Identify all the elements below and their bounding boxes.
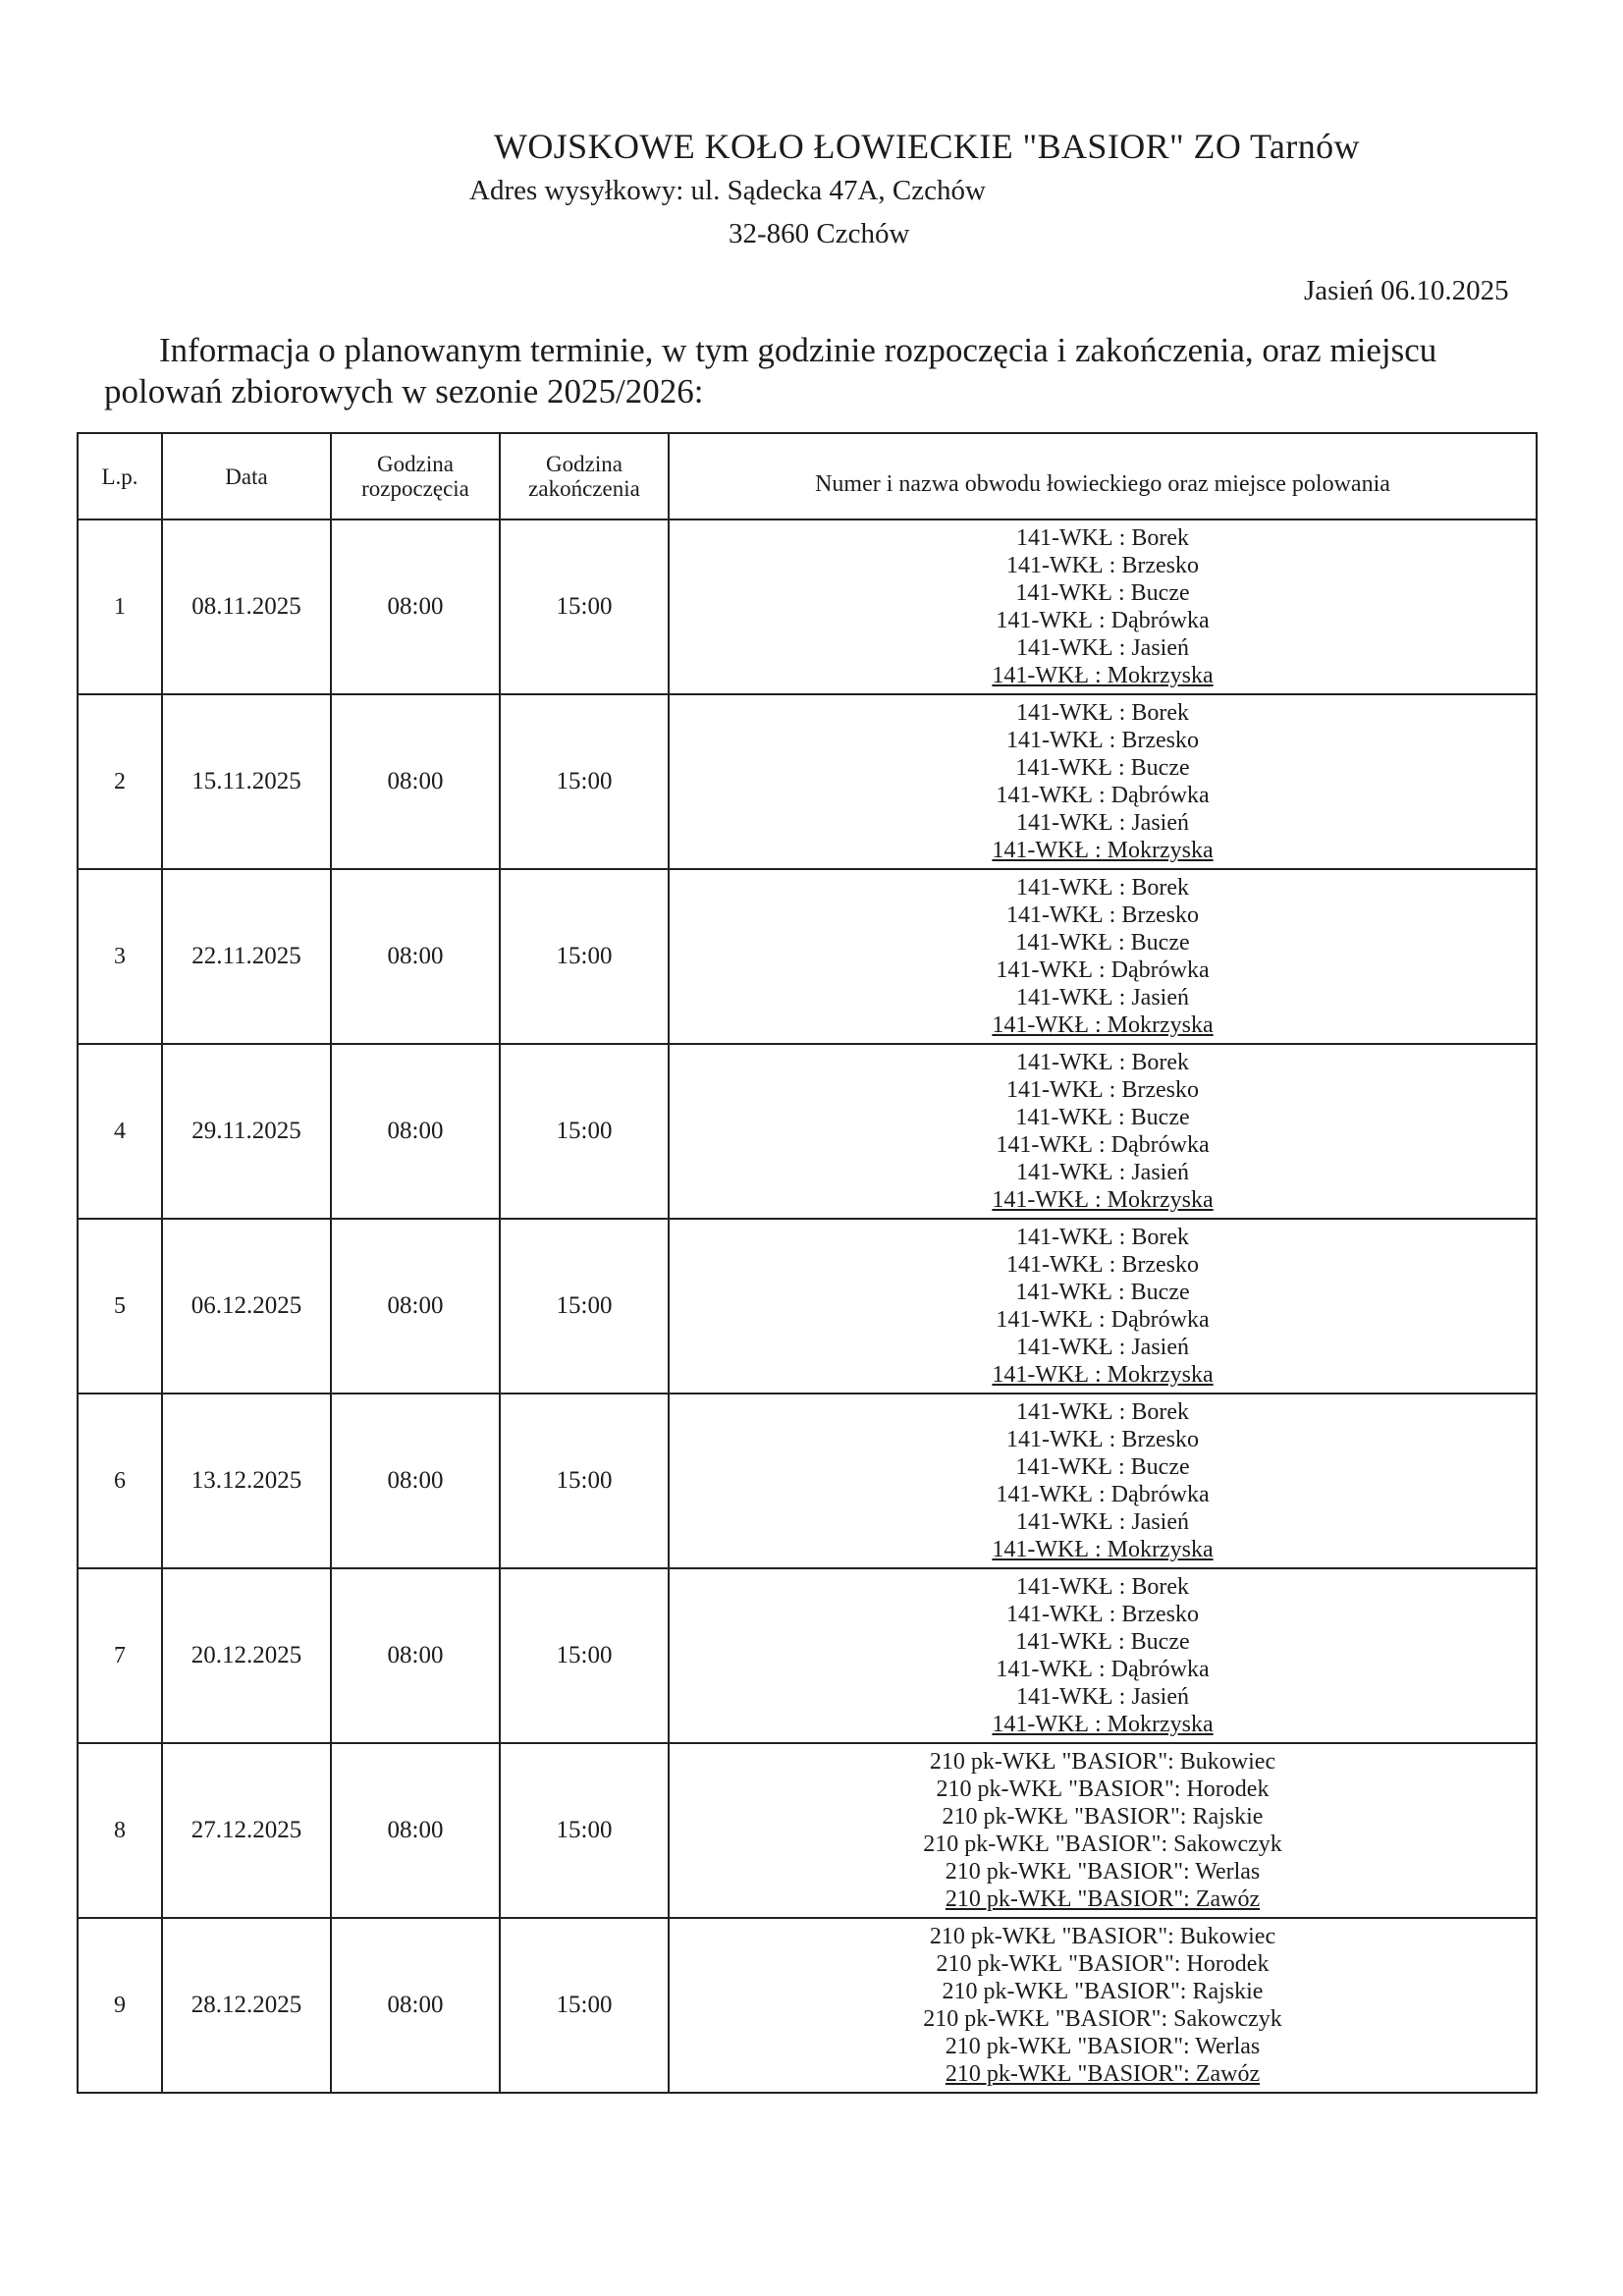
hunting-area-item: 141-WKŁ : Dąbrówka <box>996 1482 1210 1507</box>
hunting-area-item: 141-WKŁ : Dąbrówka <box>996 1132 1210 1158</box>
row-end-time: 15:00 <box>500 519 669 694</box>
hunting-area-item: 141-WKŁ : Dąbrówka <box>996 1307 1210 1333</box>
hunting-area-item: 141-WKŁ : Brzesko <box>1006 1427 1199 1452</box>
hunting-area-item: 141-WKŁ : Borek <box>1016 1050 1189 1075</box>
row-date: 15.11.2025 <box>162 694 331 869</box>
hunting-area-item: 210 pk-WKŁ "BASIOR": Werlas <box>945 1859 1261 1885</box>
hunting-area-item: 141-WKŁ : Borek <box>1016 700 1189 726</box>
hunting-area-item: 210 pk-WKŁ "BASIOR": Bukowiec <box>929 1924 1276 1949</box>
table-row <box>78 1044 1537 1219</box>
table-body <box>78 519 1537 2093</box>
hunting-area-item: 141-WKŁ : Dąbrówka <box>996 957 1210 983</box>
row-lp: 1 <box>78 519 162 694</box>
mailing-address: Adres wysyłkowy: ul. Sądecka 47A, Czchów <box>469 175 986 206</box>
row-end-time: 15:00 <box>500 1044 669 1219</box>
hunting-area-item: 141-WKŁ : Mokrzyska <box>992 1712 1214 1737</box>
row-lp: 4 <box>78 1044 162 1219</box>
hunting-area-item: 141-WKŁ : Bucze <box>1015 1105 1190 1130</box>
row-date: 06.12.2025 <box>162 1219 331 1394</box>
row-hunting-areas <box>669 1219 1537 1394</box>
row-start-time: 08:00 <box>331 1219 500 1394</box>
hunting-area-item: 210 pk-WKŁ "BASIOR": Sakowczyk <box>923 2006 1282 2032</box>
hunting-area-item: 141-WKŁ : Dąbrówka <box>996 608 1210 633</box>
hunting-area-item: 141-WKŁ : Borek <box>1016 875 1189 901</box>
row-end-time: 15:00 <box>500 694 669 869</box>
hunting-area-item: 141-WKŁ : Brzesko <box>1006 1077 1199 1103</box>
header-hunting-area: Numer i nazwa obwodu łowieckiego oraz miejsce polowania <box>669 433 1537 519</box>
hunting-area-item: 210 pk-WKŁ "BASIOR": Sakowczyk <box>923 1831 1282 1857</box>
hunting-area-item: 141-WKŁ : Jasień <box>1016 1509 1189 1535</box>
place-and-date: Jasień 06.10.2025 <box>1304 275 1509 306</box>
hunting-area-item: 141-WKŁ : Dąbrówka <box>996 1657 1210 1682</box>
hunting-area-item: 141-WKŁ : Bucze <box>1015 1629 1190 1655</box>
row-lp: 9 <box>78 1918 162 2093</box>
row-hunting-areas <box>669 1743 1537 1918</box>
row-date: 28.12.2025 <box>162 1918 331 2093</box>
hunting-area-item: 210 pk-WKŁ "BASIOR": Werlas <box>945 2034 1261 2059</box>
hunting-area-item: 141-WKŁ : Bucze <box>1015 930 1190 956</box>
hunting-area-item: 210 pk-WKŁ "BASIOR": Rajskie <box>942 1804 1264 1830</box>
hunting-area-item: 141-WKŁ : Bucze <box>1015 1454 1190 1480</box>
hunting-area-item: 141-WKŁ : Borek <box>1016 1574 1189 1600</box>
row-date: 22.11.2025 <box>162 869 331 1044</box>
hunting-area-item: 141-WKŁ : Borek <box>1016 1399 1189 1425</box>
hunting-area-item: 141-WKŁ : Jasień <box>1016 1160 1189 1185</box>
table-row <box>78 869 1537 1044</box>
header-start-time: Godzina rozpoczęcia <box>331 433 500 519</box>
hunting-area-item: 210 pk-WKŁ "BASIOR": Horodek <box>936 1951 1270 1977</box>
hunting-area-item: 141-WKŁ : Jasień <box>1016 985 1189 1011</box>
hunt-schedule-table <box>77 432 1538 2094</box>
intro-paragraph: Informacja o planowanym terminie, w tym godzinie rozpoczęcia i zakończenia, oraz miejscu polowań zbiorowych w sezonie 2025/2026: <box>104 331 1437 410</box>
hunting-area-item: 141-WKŁ : Brzesko <box>1006 1602 1199 1627</box>
row-start-time: 08:00 <box>331 869 500 1044</box>
row-start-time: 08:00 <box>331 1394 500 1568</box>
row-lp: 5 <box>78 1219 162 1394</box>
row-date: 27.12.2025 <box>162 1743 331 1918</box>
header-date: Data <box>162 433 331 519</box>
hunting-area-item: 141-WKŁ : Jasień <box>1016 635 1189 661</box>
row-start-time: 08:00 <box>331 1568 500 1743</box>
row-end-time: 15:00 <box>500 1394 669 1568</box>
table-row <box>78 1743 1537 1918</box>
table-header-row <box>78 433 1537 519</box>
row-start-time: 08:00 <box>331 1044 500 1219</box>
hunting-area-item: 210 pk-WKŁ "BASIOR": Rajskie <box>942 1979 1264 2004</box>
row-end-time: 15:00 <box>500 1568 669 1743</box>
row-lp: 3 <box>78 869 162 1044</box>
hunting-area-item: 210 pk-WKŁ "BASIOR": Zawóz <box>945 1886 1261 1912</box>
hunting-area-item: 141-WKŁ : Brzesko <box>1006 902 1199 928</box>
row-lp: 2 <box>78 694 162 869</box>
row-date: 08.11.2025 <box>162 519 331 694</box>
table-row <box>78 1219 1537 1394</box>
hunting-area-item: 141-WKŁ : Mokrzyska <box>992 663 1214 688</box>
row-hunting-areas <box>669 1044 1537 1219</box>
row-end-time: 15:00 <box>500 1219 669 1394</box>
hunting-area-item: 141-WKŁ : Jasień <box>1016 1335 1189 1360</box>
hunting-area-item: 141-WKŁ : Borek <box>1016 1225 1189 1250</box>
row-date: 20.12.2025 <box>162 1568 331 1743</box>
row-end-time: 15:00 <box>500 869 669 1044</box>
hunting-area-item: 141-WKŁ : Bucze <box>1015 1280 1190 1305</box>
hunting-area-item: 141-WKŁ : Bucze <box>1015 755 1190 781</box>
header-lp: L.p. <box>78 433 162 519</box>
row-end-time: 15:00 <box>500 1918 669 2093</box>
table-row <box>78 1568 1537 1743</box>
row-hunting-areas <box>669 694 1537 869</box>
row-hunting-areas <box>669 1568 1537 1743</box>
table-row <box>78 1394 1537 1568</box>
row-lp: 8 <box>78 1743 162 1918</box>
row-start-time: 08:00 <box>331 519 500 694</box>
table-row <box>78 1918 1537 2093</box>
row-hunting-areas <box>669 519 1537 694</box>
hunting-area-item: 141-WKŁ : Jasień <box>1016 1684 1189 1710</box>
row-hunting-areas <box>669 1394 1537 1568</box>
row-start-time: 08:00 <box>331 1918 500 2093</box>
hunting-area-item: 141-WKŁ : Mokrzyska <box>992 1187 1214 1213</box>
hunting-area-item: 141-WKŁ : Mokrzyska <box>992 1012 1214 1038</box>
row-hunting-areas <box>669 1918 1537 2093</box>
hunting-area-item: 141-WKŁ : Mokrzyska <box>992 838 1214 863</box>
hunting-area-item: 141-WKŁ : Brzesko <box>1006 553 1199 578</box>
hunting-area-item: 141-WKŁ : Bucze <box>1015 580 1190 606</box>
hunting-area-item: 141-WKŁ : Borek <box>1016 525 1189 551</box>
hunting-area-item: 210 pk-WKŁ "BASIOR": Bukowiec <box>929 1749 1276 1775</box>
hunting-area-item: 141-WKŁ : Jasień <box>1016 810 1189 836</box>
row-start-time: 08:00 <box>331 694 500 869</box>
hunting-area-item: 141-WKŁ : Mokrzyska <box>992 1362 1214 1388</box>
row-lp: 7 <box>78 1568 162 1743</box>
row-lp: 6 <box>78 1394 162 1568</box>
hunting-area-item: 141-WKŁ : Brzesko <box>1006 1252 1199 1278</box>
hunting-area-item: 210 pk-WKŁ "BASIOR": Horodek <box>936 1777 1270 1802</box>
row-end-time: 15:00 <box>500 1743 669 1918</box>
header-end-time: Godzina zakończenia <box>500 433 669 519</box>
table-row <box>78 519 1537 694</box>
hunting-area-item: 141-WKŁ : Dąbrówka <box>996 783 1210 808</box>
hunting-area-item: 141-WKŁ : Brzesko <box>1006 728 1199 753</box>
row-hunting-areas <box>669 869 1537 1044</box>
row-start-time: 08:00 <box>331 1743 500 1918</box>
hunting-area-item: 210 pk-WKŁ "BASIOR": Zawóz <box>945 2061 1261 2087</box>
row-date: 29.11.2025 <box>162 1044 331 1219</box>
postal-code-city: 32-860 Czchów <box>729 218 910 249</box>
row-date: 13.12.2025 <box>162 1394 331 1568</box>
table-row <box>78 694 1537 869</box>
organization-name: WOJSKOWE KOŁO ŁOWIECKIE "BASIOR" ZO Tarnów <box>494 127 1360 166</box>
hunting-area-item: 141-WKŁ : Mokrzyska <box>992 1537 1214 1562</box>
